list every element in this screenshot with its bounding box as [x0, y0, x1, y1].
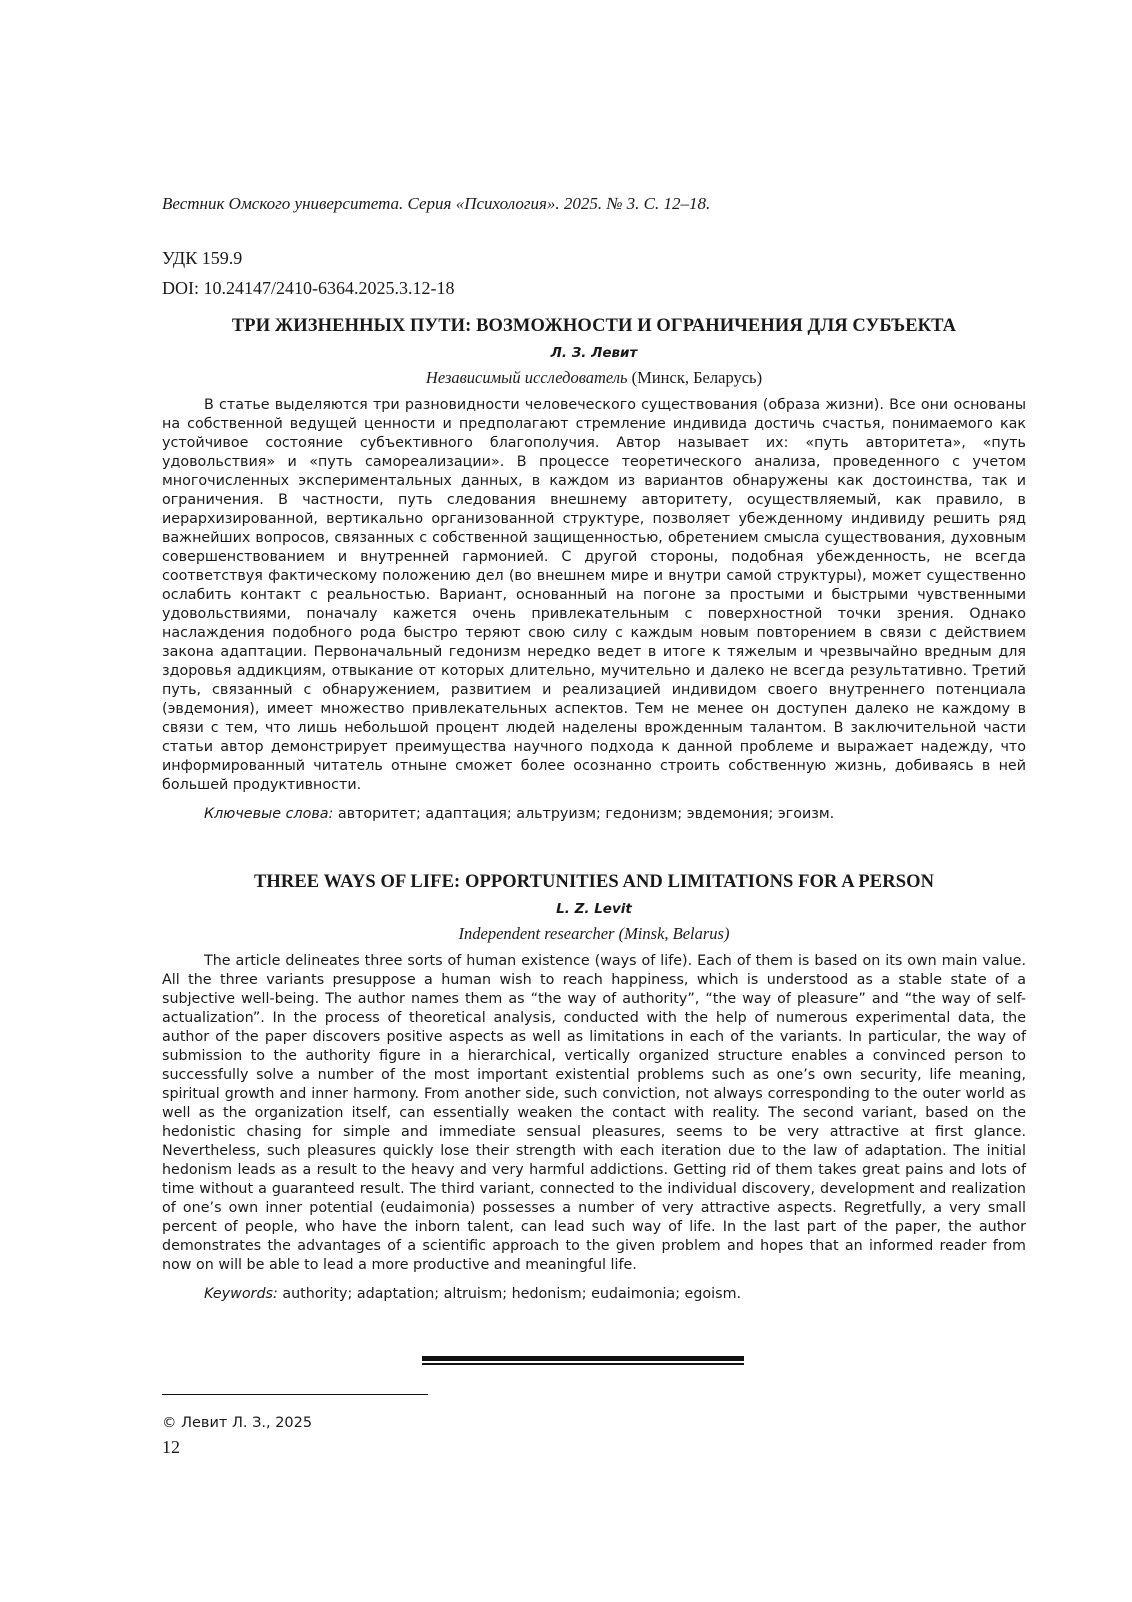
russian-affiliation — [162, 368, 1026, 388]
english-keywords-list: authority; adaptation; altruism; hedonism; eudaimonia; egoism. — [277, 1286, 742, 1302]
english-affiliation-text: Independent researcher (Minsk, Belarus) — [458, 924, 730, 943]
russian-affiliation-org: Независимый исследователь — [425, 368, 628, 387]
doi: DOI: 10.24147/2410-6364.2025.3.12-18 — [162, 278, 455, 298]
page-number: 12 — [162, 1437, 180, 1457]
english-keywords — [162, 1285, 1026, 1304]
english-section — [162, 872, 1026, 1304]
section-divider-thick — [422, 1356, 744, 1361]
english-author: L. Z. Levit — [556, 901, 632, 917]
russian-keywords-list: авторитет; адаптация; альтруизм; гедонизм; эвдемония; эгоизм. — [333, 806, 835, 822]
russian-title: ТРИ ЖИЗНЕННЫХ ПУТИ: ВОЗМОЖНОСТИ И ОГРАНИЧЕНИЯ ДЛЯ СУБЪЕКТА — [231, 316, 957, 336]
udk-code: УДК 159.9 — [162, 248, 243, 268]
russian-affiliation-place: (Минск, Беларусь) — [627, 368, 763, 387]
journal-citation: Вестник Омского университета. Серия «Психология». 2025. № 3. С. 12–18. — [162, 194, 711, 213]
section-divider-thin — [422, 1363, 744, 1365]
english-affiliation — [162, 924, 1026, 944]
russian-abstract: В статье выделяются три разновидности человеческого существования (образа жизни). Все они основаны на собственной ведущей ценности и предполагают стремление индивида достичь счастья, понимаемого как устойчивое состояние субъективного благополучия. Автор называет их: «путь авторитета», «путь удовольствия» и «путь самореализации». В процессе теоретического анализа, проведенного с учетом многочисленных экспериментальных данных, в каждом из вариантов обнаружены как достоинства, так и ограничения. В частности, путь следования внешнему авторитету, осуществляемый, как правило, в иерархизированной, вертикально организованной структуре, позволяет убежденному индивиду решить ряд важнейших вопросов, связанных с собственной защищенностью, обретением смысла существования, духовным совершенствованием и внутренней гармонией. С другой стороны, подобная убежденность, не всегда соответствуя фактическому положению дел (во внешнем мире и внутри самой структуры), может существенно ослабить контакт с реальностью. Вариант, основанный на погоне за простыми и быстрыми чувственными удовольствиями, поначалу кажется очень привлекательным с поверхностной точки зрения. Однако наслаждения подобного рода быстро теряют свою силу с каждым новым повторением в связи с действием закона адаптации. Первоначальный гедонизм нередко ведет в итоге к тяжелым и чрезвычайно вредным для здоровья аддикциям, отвыкание от которых длительно, мучительно и далеко не всегда результативно. Третий путь, связанный с обнаружением, развитием и реализацией индивидом своего внутреннего потенциала (эвдемония), имеет множество привлекательных аспектов. Тем не менее он доступен далеко не каждому в связи с тем, что лишь небольшой процент людей наделены врожденным талантом. В заключительной части статьи автор демонстрирует преимущества научного подхода к данной проблеме и выражает надежду, что информированный читатель отныне сможет более осознанно строить собственную жизнь, добиваясь в ней большей продуктивности. — [162, 397, 1026, 793]
english-title: THREE WAYS OF LIFE: OPPORTUNITIES AND LIMITATIONS FOR A PERSON — [253, 872, 935, 892]
english-keywords-label: Keywords: — [204, 1286, 278, 1302]
copyright: © Левит Л. З., 2025 — [162, 1415, 313, 1431]
russian-keywords — [162, 805, 1026, 824]
footnote-rule — [162, 1394, 428, 1395]
english-abstract: The article delineates three sorts of human existence (ways of life). Each of them is based on its own main value. All the three variants presuppose a human wish to reach happiness, which is understood as a stable state of a subjective well-being. The author names them as “the way of authority”, “the way of pleasure” and “the way of self-actualization”. In the process of theoretical analysis, conducted with the help of numerous experimental data, the author of the paper discovers positive aspects as well as limitations in each of the variants. In particular, the way of submission to the authority figure in a hierarchical, vertically organized structure enables a convinced person to successfully solve a number of the most important existential problems such as one’s own security, life meaning, spiritual growth and inner harmony. From another side, such conviction, not always corresponding to the outer world as well as the organization itself, can essentially weaken the contact with reality. The second variant, based on the hedonistic chasing for simple and immediate sensual pleasures, seems to be very attractive at first glance. Nevertheless, such pleasures quickly lose their strength with each iteration due to the law of adaptation. The initial hedonism leads as a result to the heavy and very harmful addictions. Getting rid of them takes great pains and lots of time without a guaranteed result. The third variant, connected to the individual discovery, development and realization of one’s own inner potential (eudaimonia) possesses a number of very attractive aspects. Regretfully, a very small percent of people, who have the inborn talent, can lead such way of life. In the last part of the paper, the author demonstrates the advantages of a scientific approach to the given problem and hopes that an informed reader from now on will be able to lead a more productive and meaningful life. — [162, 953, 1026, 1273]
russian-section — [162, 316, 1026, 824]
russian-author: Л. З. Левит — [550, 345, 638, 361]
russian-keywords-label: Ключевые слова: — [204, 806, 334, 822]
